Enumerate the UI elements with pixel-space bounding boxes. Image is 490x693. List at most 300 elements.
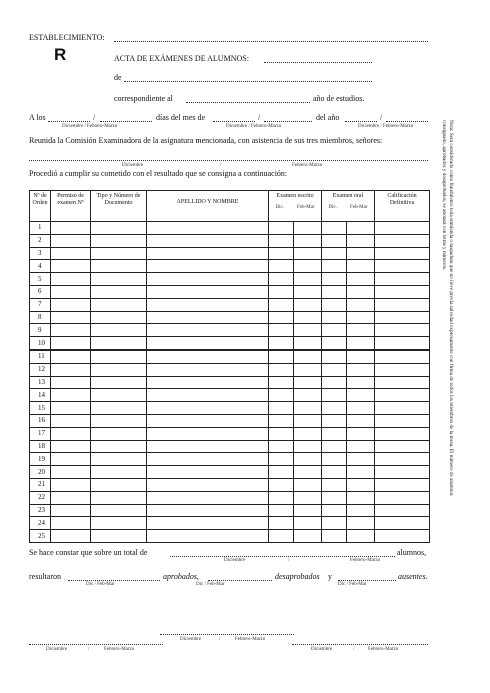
cell-apellido[interactable] xyxy=(147,273,269,286)
cell-permiso[interactable] xyxy=(51,453,91,466)
cell-escrito-feb[interactable] xyxy=(294,440,322,453)
row-number: 21 xyxy=(30,478,51,491)
cell-escrito-dic[interactable] xyxy=(269,324,294,337)
cell-apellido[interactable] xyxy=(147,260,269,273)
row-number: 20 xyxy=(30,466,51,479)
cell-calificacion[interactable] xyxy=(375,376,430,389)
cell-permiso[interactable] xyxy=(51,222,91,235)
cell-oral-feb[interactable] xyxy=(347,273,375,286)
cell-apellido[interactable] xyxy=(147,376,269,389)
desaprobados-label: desaprobados xyxy=(275,572,320,581)
cell-escrito-feb[interactable] xyxy=(294,234,322,247)
cell-oral-dic[interactable] xyxy=(322,234,347,247)
cell-tipo[interactable] xyxy=(91,402,147,415)
table-row xyxy=(30,530,430,543)
cell-oral-dic[interactable] xyxy=(322,324,347,337)
cell-calificacion[interactable] xyxy=(375,337,430,350)
cell-calificacion[interactable] xyxy=(375,389,430,402)
cell-escrito-dic[interactable] xyxy=(269,466,294,479)
cell-oral-dic[interactable] xyxy=(322,427,347,440)
cell-oral-feb[interactable] xyxy=(347,517,375,530)
cell-oral-feb[interactable] xyxy=(347,414,375,427)
cell-oral-dic[interactable] xyxy=(322,376,347,389)
ano-field-2[interactable] xyxy=(386,114,428,122)
cell-tipo[interactable] xyxy=(91,298,147,311)
cell-oral-dic[interactable] xyxy=(322,298,347,311)
cell-oral-dic[interactable] xyxy=(322,491,347,504)
table-row xyxy=(30,298,430,311)
cell-escrito-feb[interactable] xyxy=(294,466,322,479)
cell-tipo[interactable] xyxy=(91,440,147,453)
cell-permiso[interactable] xyxy=(51,376,91,389)
cell-apellido[interactable] xyxy=(147,453,269,466)
cell-permiso[interactable] xyxy=(51,517,91,530)
cell-permiso[interactable] xyxy=(51,414,91,427)
cell-calificacion[interactable] xyxy=(375,222,430,235)
cell-escrito-feb[interactable] xyxy=(294,491,322,504)
cell-permiso[interactable] xyxy=(51,350,91,363)
table-row xyxy=(30,350,430,363)
cell-oral-feb[interactable] xyxy=(347,453,375,466)
table-row xyxy=(30,491,430,504)
cell-escrito-feb[interactable] xyxy=(294,260,322,273)
cell-oral-feb[interactable] xyxy=(347,350,375,363)
ausentes-field[interactable] xyxy=(338,573,396,581)
cell-escrito-feb[interactable] xyxy=(294,427,322,440)
cell-tipo[interactable] xyxy=(91,491,147,504)
ausentes-label: ausentes. xyxy=(398,572,428,581)
slash-1: / xyxy=(93,113,96,122)
cell-tipo[interactable] xyxy=(91,222,147,235)
reunida-sub-right: Febrero-Marzo xyxy=(292,163,323,168)
cell-calificacion[interactable] xyxy=(375,285,430,298)
cell-escrito-dic[interactable] xyxy=(269,389,294,402)
cell-tipo[interactable] xyxy=(91,260,147,273)
cell-escrito-dic[interactable] xyxy=(269,517,294,530)
resultaron-label: resultaron xyxy=(29,572,61,581)
cell-permiso[interactable] xyxy=(51,427,91,440)
row-number: 14 xyxy=(30,389,51,402)
cell-oral-dic[interactable] xyxy=(322,363,347,376)
cell-calificacion[interactable] xyxy=(375,453,430,466)
cell-escrito-feb[interactable] xyxy=(294,530,322,543)
cell-oral-dic[interactable] xyxy=(322,273,347,286)
cell-calificacion[interactable] xyxy=(375,466,430,479)
cell-calificacion[interactable] xyxy=(375,260,430,273)
cell-escrito-feb[interactable] xyxy=(294,247,322,260)
cell-escrito-feb[interactable] xyxy=(294,324,322,337)
cell-calificacion[interactable] xyxy=(375,427,430,440)
cell-oral-dic[interactable] xyxy=(322,414,347,427)
cell-oral-feb[interactable] xyxy=(347,247,375,260)
table-row xyxy=(30,363,430,376)
cell-tipo[interactable] xyxy=(91,414,147,427)
cell-escrito-feb[interactable] xyxy=(294,363,322,376)
cell-apellido[interactable] xyxy=(147,234,269,247)
cell-escrito-dic[interactable] xyxy=(269,478,294,491)
row-number: 2 xyxy=(30,234,51,247)
cell-permiso[interactable] xyxy=(51,466,91,479)
cell-apellido[interactable] xyxy=(147,466,269,479)
sig-left-slash: / xyxy=(88,647,90,652)
row-number: 4 xyxy=(30,260,51,273)
cell-oral-feb[interactable] xyxy=(347,298,375,311)
row-number: 13 xyxy=(30,376,51,389)
cell-oral-dic[interactable] xyxy=(322,530,347,543)
cell-apellido[interactable] xyxy=(147,350,269,363)
cell-escrito-dic[interactable] xyxy=(269,427,294,440)
total-field[interactable] xyxy=(170,549,395,557)
cell-apellido[interactable] xyxy=(147,363,269,376)
cell-escrito-feb[interactable] xyxy=(294,337,322,350)
signature-line-middle[interactable] xyxy=(160,630,294,635)
table-row xyxy=(30,504,430,517)
cell-apellido[interactable] xyxy=(147,402,269,415)
cell-permiso[interactable] xyxy=(51,285,91,298)
row-number: 18 xyxy=(30,440,51,453)
reunida-sub-slash: / xyxy=(220,163,222,168)
cell-oral-feb[interactable] xyxy=(347,260,375,273)
cell-escrito-feb[interactable] xyxy=(294,376,322,389)
cell-escrito-feb[interactable] xyxy=(294,414,322,427)
cell-escrito-feb[interactable] xyxy=(294,273,322,286)
del-ano-label: del año xyxy=(316,113,340,122)
cell-oral-dic[interactable] xyxy=(322,389,347,402)
results-table xyxy=(29,190,430,543)
cell-escrito-dic[interactable] xyxy=(269,350,294,363)
row-number: 19 xyxy=(30,453,51,466)
cell-escrito-dic[interactable] xyxy=(269,363,294,376)
cell-tipo[interactable] xyxy=(91,478,147,491)
cell-permiso[interactable] xyxy=(51,504,91,517)
cell-oral-feb[interactable] xyxy=(347,466,375,479)
cell-oral-dic[interactable] xyxy=(322,440,347,453)
cell-escrito-feb[interactable] xyxy=(294,504,322,517)
cell-tipo[interactable] xyxy=(91,517,147,530)
table-row xyxy=(30,376,430,389)
resultaron-sub-2: Dic / Feb-Mar xyxy=(196,582,225,587)
cell-escrito-dic[interactable] xyxy=(269,402,294,415)
cell-permiso[interactable] xyxy=(51,363,91,376)
cell-calificacion[interactable] xyxy=(375,478,430,491)
cell-escrito-dic[interactable] xyxy=(269,273,294,286)
cell-escrito-feb[interactable] xyxy=(294,350,322,363)
cell-apellido[interactable] xyxy=(147,491,269,504)
side-note xyxy=(441,120,454,520)
cell-calificacion[interactable] xyxy=(375,504,430,517)
table-row xyxy=(30,466,430,479)
acta-title: ACTA DE EXÁMENES DE ALUMNOS: xyxy=(114,54,249,63)
header-tipo-documento: Tipo y Número de Documento xyxy=(91,191,147,222)
cell-oral-dic[interactable] xyxy=(322,402,347,415)
cell-escrito-dic[interactable] xyxy=(269,491,294,504)
a-los-label: A los xyxy=(29,113,46,122)
cell-permiso[interactable] xyxy=(51,234,91,247)
cell-tipo[interactable] xyxy=(91,324,147,337)
cell-escrito-feb[interactable] xyxy=(294,453,322,466)
cell-escrito-feb[interactable] xyxy=(294,311,322,324)
establecimiento-label: ESTABLECIMIENTO: xyxy=(29,33,105,42)
row-number: 22 xyxy=(30,491,51,504)
cell-tipo[interactable] xyxy=(91,504,147,517)
ano-field-1[interactable] xyxy=(345,114,377,122)
cell-escrito-dic[interactable] xyxy=(269,311,294,324)
cell-apellido[interactable] xyxy=(147,414,269,427)
cell-oral-dic[interactable] xyxy=(322,247,347,260)
aprobados-field[interactable] xyxy=(68,573,160,581)
reunida-text: Reunida la Comisión Examinadora de la asignatura mencionada, con asistencia de sus tres miembros, señores: xyxy=(29,136,383,145)
cell-calificacion[interactable] xyxy=(375,491,430,504)
cell-calificacion[interactable] xyxy=(375,247,430,260)
mes-field-1[interactable] xyxy=(213,114,255,122)
date-sub-2: Diciembre / Febrero-Marzo xyxy=(226,124,282,129)
table-row xyxy=(30,337,430,350)
cell-permiso[interactable] xyxy=(51,298,91,311)
cell-oral-feb[interactable] xyxy=(347,324,375,337)
cell-tipo[interactable] xyxy=(91,530,147,543)
cell-tipo[interactable] xyxy=(91,427,147,440)
cell-escrito-dic[interactable] xyxy=(269,234,294,247)
cell-escrito-dic[interactable] xyxy=(269,414,294,427)
row-number: 23 xyxy=(30,504,51,517)
de-field[interactable] xyxy=(124,74,372,82)
signature-line-right[interactable] xyxy=(292,640,428,645)
table-row xyxy=(30,324,430,337)
cell-apellido[interactable] xyxy=(147,517,269,530)
sig-right-dic: Diciembre xyxy=(311,647,333,652)
cell-apellido[interactable] xyxy=(147,247,269,260)
cell-apellido[interactable] xyxy=(147,530,269,543)
cell-calificacion[interactable] xyxy=(375,298,430,311)
date-sub-3: Diciembre / Febrero-Marzo xyxy=(358,124,414,129)
cell-escrito-dic[interactable] xyxy=(269,247,294,260)
cell-escrito-feb[interactable] xyxy=(294,222,322,235)
cell-tipo[interactable] xyxy=(91,376,147,389)
signature-line-left[interactable] xyxy=(29,640,163,645)
cell-permiso[interactable] xyxy=(51,273,91,286)
row-number: 12 xyxy=(30,363,51,376)
correspondiente-label: correspondiente al xyxy=(114,94,173,103)
miembros-field[interactable] xyxy=(29,154,428,161)
cell-oral-feb[interactable] xyxy=(347,389,375,402)
sig-middle-feb: Febrero-Marzo xyxy=(235,637,266,642)
cell-escrito-feb[interactable] xyxy=(294,402,322,415)
cell-permiso[interactable] xyxy=(51,389,91,402)
cell-escrito-dic[interactable] xyxy=(269,260,294,273)
row-number: 17 xyxy=(30,427,51,440)
table-row xyxy=(30,402,430,415)
side-note-text: Será considerado como fraudulento toda enmienda o raspadura que no lleve previa salvedad expresamente con firma de todos los miembros de la mesa. El número de alumnos consignado, aprobados y desaprobados, se anotará con letras y números. xyxy=(441,120,454,496)
reunida-sub-left: Diciembre xyxy=(122,163,144,168)
cell-oral-dic[interactable] xyxy=(322,311,347,324)
side-note-label: Nota: xyxy=(448,120,454,132)
cell-oral-feb[interactable] xyxy=(347,234,375,247)
cell-oral-dic[interactable] xyxy=(322,222,347,235)
a-los-field-2[interactable] xyxy=(100,114,152,122)
cell-calificacion[interactable] xyxy=(375,234,430,247)
table-row xyxy=(30,222,430,235)
ano-estudios-label: año de estudios. xyxy=(313,94,365,103)
cell-calificacion[interactable] xyxy=(375,414,430,427)
cell-permiso[interactable] xyxy=(51,247,91,260)
table-row xyxy=(30,273,430,286)
desaprobados-field[interactable] xyxy=(208,573,272,581)
cell-permiso[interactable] xyxy=(51,402,91,415)
cell-apellido[interactable] xyxy=(147,324,269,337)
cell-permiso[interactable] xyxy=(51,311,91,324)
cell-oral-dic[interactable] xyxy=(322,350,347,363)
cell-oral-feb[interactable] xyxy=(347,363,375,376)
table-row xyxy=(30,234,430,247)
row-number: 3 xyxy=(30,247,51,260)
sig-middle-slash: / xyxy=(219,637,221,642)
cell-escrito-dic[interactable] xyxy=(269,530,294,543)
header-permiso: Permiso de examen Nº xyxy=(51,191,91,222)
cell-escrito-dic[interactable] xyxy=(269,285,294,298)
acta-field[interactable] xyxy=(264,55,372,63)
dias-del-mes-label: días del mes de xyxy=(156,113,206,122)
cell-apellido[interactable] xyxy=(147,427,269,440)
cell-oral-feb[interactable] xyxy=(347,285,375,298)
cell-tipo[interactable] xyxy=(91,389,147,402)
cell-escrito-feb[interactable] xyxy=(294,478,322,491)
cell-permiso[interactable] xyxy=(51,337,91,350)
cell-apellido[interactable] xyxy=(147,389,269,402)
header-examen-escrito xyxy=(269,191,322,222)
cell-tipo[interactable] xyxy=(91,234,147,247)
row-number: 10 xyxy=(30,337,51,350)
row-number: 8 xyxy=(30,311,51,324)
sig-right-feb: Febrero-Marzo xyxy=(368,647,399,652)
cell-oral-feb[interactable] xyxy=(347,478,375,491)
cell-permiso[interactable] xyxy=(51,260,91,273)
cell-calificacion[interactable] xyxy=(375,350,430,363)
cell-oral-feb[interactable] xyxy=(347,427,375,440)
cell-permiso[interactable] xyxy=(51,478,91,491)
cell-permiso[interactable] xyxy=(51,530,91,543)
cell-escrito-dic[interactable] xyxy=(269,222,294,235)
sig-left-dic: Diciembre xyxy=(46,647,68,652)
cell-tipo[interactable] xyxy=(91,285,147,298)
cell-escrito-feb[interactable] xyxy=(294,298,322,311)
row-number: 6 xyxy=(30,285,51,298)
a-los-field-1[interactable] xyxy=(48,114,90,122)
row-number: 7 xyxy=(30,298,51,311)
cell-tipo[interactable] xyxy=(91,453,147,466)
cell-oral-feb[interactable] xyxy=(347,337,375,350)
cell-escrito-dic[interactable] xyxy=(269,504,294,517)
cell-oral-dic[interactable] xyxy=(322,260,347,273)
cell-permiso[interactable] xyxy=(51,440,91,453)
cell-escrito-feb[interactable] xyxy=(294,389,322,402)
cell-oral-feb[interactable] xyxy=(347,440,375,453)
cell-oral-feb[interactable] xyxy=(347,491,375,504)
cell-oral-dic[interactable] xyxy=(322,285,347,298)
cell-tipo[interactable] xyxy=(91,273,147,286)
header-orden: Nº de Orden xyxy=(30,191,51,222)
escrito-feb-mar: Feb-Mar xyxy=(296,205,315,210)
table-row xyxy=(30,478,430,491)
cell-calificacion[interactable] xyxy=(375,363,430,376)
cell-tipo[interactable] xyxy=(91,247,147,260)
cell-escrito-dic[interactable] xyxy=(269,440,294,453)
cell-oral-dic[interactable] xyxy=(322,466,347,479)
oral-dic: Dic. xyxy=(328,205,337,210)
cell-tipo[interactable] xyxy=(91,350,147,363)
cell-permiso[interactable] xyxy=(51,491,91,504)
cell-escrito-dic[interactable] xyxy=(269,453,294,466)
correspondiente-field[interactable] xyxy=(186,95,310,103)
cell-apellido[interactable] xyxy=(147,311,269,324)
cell-calificacion[interactable] xyxy=(375,273,430,286)
header-calificacion: Calificación Definitiva xyxy=(375,191,430,222)
cell-oral-feb[interactable] xyxy=(347,504,375,517)
cell-calificacion[interactable] xyxy=(375,311,430,324)
cell-apellido[interactable] xyxy=(147,337,269,350)
sig-right-slash: / xyxy=(353,647,355,652)
total-sub-feb: Febrero-Marzo xyxy=(350,558,381,563)
cell-calificacion[interactable] xyxy=(375,324,430,337)
examen-escrito-label: Examen escrito xyxy=(276,193,314,199)
mes-field-2[interactable] xyxy=(264,114,312,122)
cell-tipo[interactable] xyxy=(91,311,147,324)
cell-escrito-dic[interactable] xyxy=(269,376,294,389)
cell-oral-feb[interactable] xyxy=(347,530,375,543)
row-number: 9 xyxy=(30,324,51,337)
cell-oral-dic[interactable] xyxy=(322,504,347,517)
cell-calificacion[interactable] xyxy=(375,440,430,453)
cell-tipo[interactable] xyxy=(91,466,147,479)
cell-escrito-feb[interactable] xyxy=(294,517,322,530)
date-sub-1: Diciembre / Febrero-Marzo xyxy=(62,124,118,129)
cell-calificacion[interactable] xyxy=(375,402,430,415)
cell-apellido[interactable] xyxy=(147,222,269,235)
cell-tipo[interactable] xyxy=(91,363,147,376)
cell-calificacion[interactable] xyxy=(375,530,430,543)
cell-apellido[interactable] xyxy=(147,504,269,517)
cell-tipo[interactable] xyxy=(91,337,147,350)
escrito-dic: Dic. xyxy=(275,205,284,210)
cell-permiso[interactable] xyxy=(51,324,91,337)
cell-oral-feb[interactable] xyxy=(347,311,375,324)
cell-escrito-dic[interactable] xyxy=(269,337,294,350)
table-row xyxy=(30,389,430,402)
sig-middle-dic: Diciembre xyxy=(180,637,202,642)
cell-oral-feb[interactable] xyxy=(347,222,375,235)
cell-escrito-dic[interactable] xyxy=(269,298,294,311)
header-apellido-nombre: APELLIDO Y NOMBRE xyxy=(147,191,269,222)
cell-oral-feb[interactable] xyxy=(347,402,375,415)
cell-calificacion[interactable] xyxy=(375,517,430,530)
de-label: de xyxy=(114,73,122,82)
cell-apellido[interactable] xyxy=(147,478,269,491)
cell-apellido[interactable] xyxy=(147,440,269,453)
cell-oral-dic[interactable] xyxy=(322,517,347,530)
examen-oral-label: Examen oral xyxy=(332,193,364,199)
cell-apellido[interactable] xyxy=(147,298,269,311)
row-number: 24 xyxy=(30,517,51,530)
cell-oral-feb[interactable] xyxy=(347,376,375,389)
cell-escrito-feb[interactable] xyxy=(294,285,322,298)
cell-apellido[interactable] xyxy=(147,285,269,298)
cell-oral-dic[interactable] xyxy=(322,453,347,466)
aprobados-label: aprobados, xyxy=(163,572,199,581)
cell-oral-dic[interactable] xyxy=(322,478,347,491)
establecimiento-field[interactable] xyxy=(114,34,428,42)
total-sub-slash: / xyxy=(288,558,290,563)
table-row xyxy=(30,453,430,466)
cell-oral-dic[interactable] xyxy=(322,337,347,350)
